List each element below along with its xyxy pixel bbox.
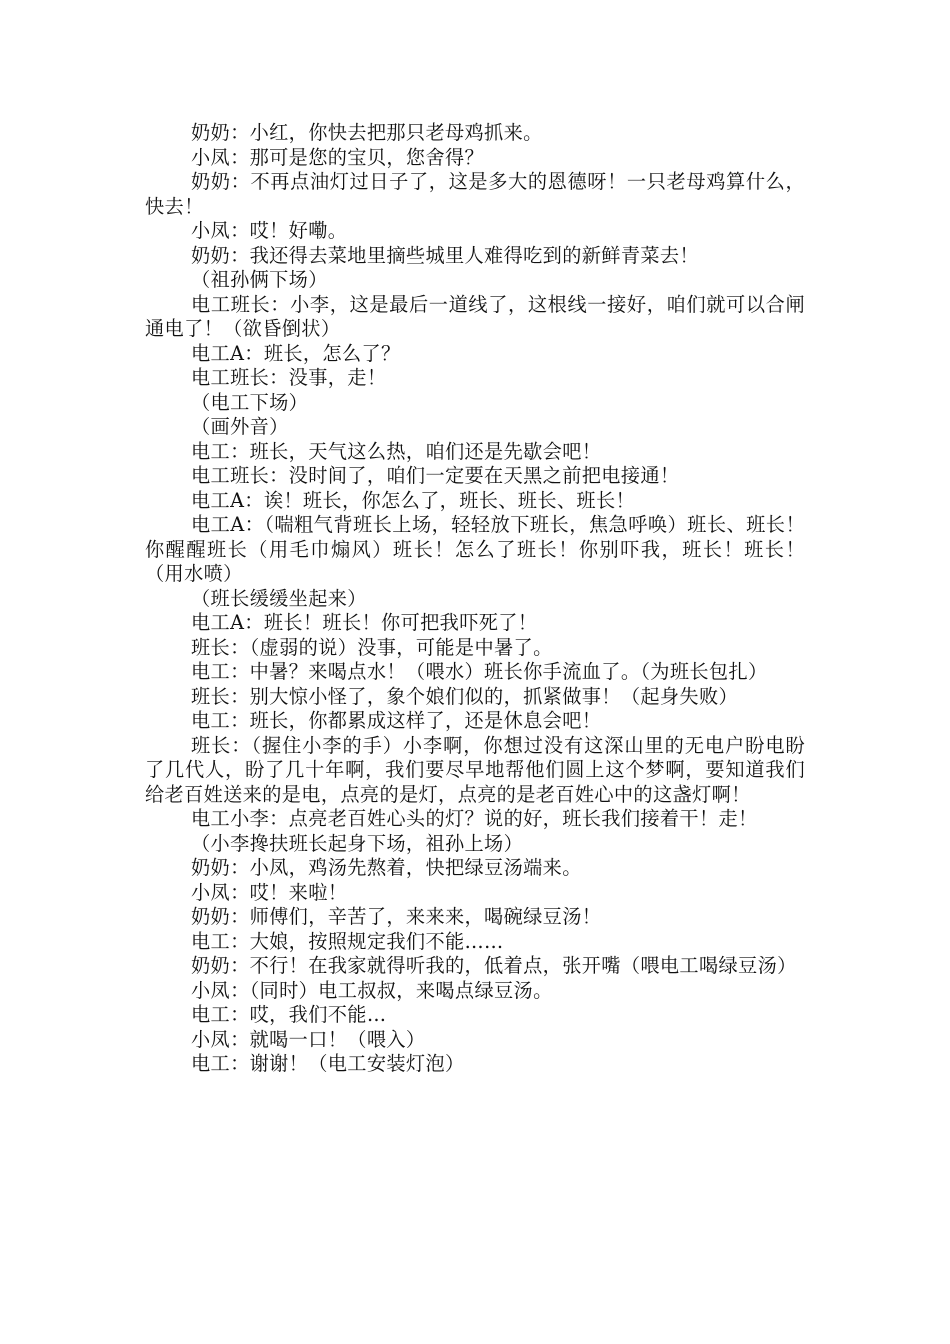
stage-direction: （祖孙俩下场） [191, 268, 328, 291]
script-line: 电工：大娘，按照规定我们不能…… [191, 929, 504, 953]
script-line: 电工小李：点亮老百姓心头的灯？说的好，班长我们接着干！走！ [191, 807, 758, 830]
script-line: 班长：（虚弱的说）没事，可能是中暑了。 [191, 635, 553, 659]
script-line: 电工：班长，天气这么热，咱们还是先歇会吧！ [191, 439, 602, 463]
script-line: 奶奶：不再点油灯过日子了，这是多大的恩德呀！一只老母鸡算什么，快去！ [145, 170, 805, 218]
stage-direction: （电工下场） [191, 390, 309, 414]
script-line: 班长：别大惊小怪了，象个娘们似的，抓紧做事！（起身失败） [191, 684, 739, 708]
script-line: 电工A：班长，怎么了？ [191, 341, 401, 365]
script-line: 电工班长：没时间了，咱们一定要在天黑之前把电接通！ [191, 464, 680, 487]
stage-direction: （小李搀扶班长起身下场，祖孙上场） [191, 831, 524, 855]
script-line: 小凤：哎！来啦！ [191, 880, 348, 904]
script-line: 小凤：那可是您的宝贝，您舍得？ [191, 145, 485, 169]
script-line: 奶奶：我还得去菜地里摘些城里人难得吃到的新鲜青菜去！ [191, 243, 699, 267]
script-line: 电工：谢谢！（电工安装灯泡） [191, 1052, 465, 1075]
script-line: 奶奶：小红，你快去把那只老母鸡抓来。 [191, 121, 543, 144]
script-line: 电工：中暑？来喝点水！（喂水）班长你手流血了。（为班长包扎） [191, 660, 768, 683]
script-line: 电工A：班长！班长！你可把我吓死了！ [191, 611, 538, 634]
script-line: 奶奶：师傅们，辛苦了，来来来，喝碗绿豆汤！ [191, 905, 602, 928]
script-line: 奶奶：小凤，鸡汤先熬着，快把绿豆汤端来。 [191, 856, 582, 879]
script-line: 电工A：诶！班长，你怎么了，班长、班长、班长！ [191, 488, 636, 512]
script-line: 电工班长：没事，走！ [191, 366, 387, 389]
script-line: 班长：（握住小李的手）小李啊，你想过没有这深山里的无电户盼电盼了几代人，盼了几十年啊，我们要尽早地帮他们圆上这个梦啊，要知道我们给老百姓送来的是电，点亮的是灯，点亮的是老百姓心中的这盏灯啊！ [145, 733, 805, 806]
stage-direction: （画外音） [191, 415, 289, 438]
script-line: 奶奶：不行！在我家就得听我的，低着点，张开嘴（喂电工喝绿豆汤） [191, 954, 797, 977]
script-line: 电工班长：小李，这是最后一道线了，这根线一接好，咱们就可以合闸通电了！（欲昏倒状） [145, 292, 805, 340]
script-line: 电工：哎，我们不能… [191, 1003, 387, 1026]
script-line: 小凤：哎！好嘞。 [191, 219, 348, 242]
script-line: 小凤：（同时）电工叔叔，来喝点绿豆汤。 [191, 978, 553, 1002]
script-line: 电工A：（喘粗气背班长上场，轻轻放下班长，焦急呼唤）班长、班长！你醒醒班长（用毛巾煽风）班长！怎么了班长！你别吓我，班长！班长！（用水喷） [145, 513, 805, 585]
stage-direction: （班长缓缓坐起来） [191, 586, 367, 610]
document-body [145, 121, 805, 1077]
script-line: 小凤：就喝一口！（喂入） [191, 1027, 426, 1051]
script-line: 电工：班长，你都累成这样了，还是休息会吧！ [191, 709, 602, 732]
